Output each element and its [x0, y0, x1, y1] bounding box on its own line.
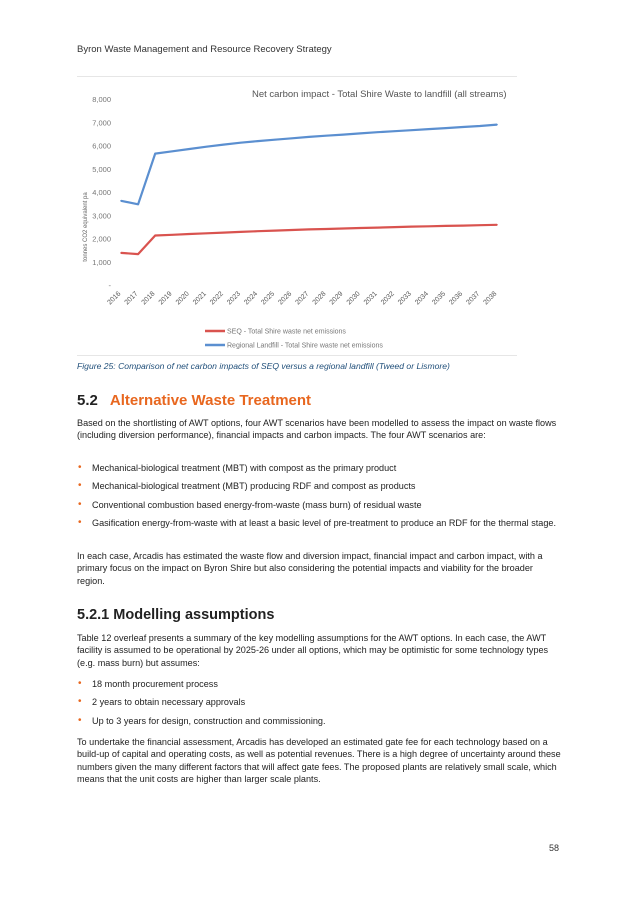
x-tick-label: 2023	[226, 290, 243, 307]
data-point	[223, 144, 225, 146]
data-point	[445, 127, 447, 129]
x-tick-label: 2037	[465, 290, 482, 307]
list-item: • Mechanical-biological treatment (MBT) producing RDF and compost as products	[78, 480, 416, 492]
x-tick-label: 2018	[140, 290, 157, 307]
data-point	[496, 224, 498, 226]
data-point	[172, 151, 174, 153]
section-5-2-1-intro: Table 12 overleaf presents a summary of the key modelling assumptions for the AWT options. In each case, the AWT facility is assumed to be operational by 2025-26 under all options, which may be optimistic for some technology types (e.g. mass burn) but assumes:	[77, 633, 549, 668]
data-point	[342, 134, 344, 136]
section-heading-5-2	[77, 392, 311, 409]
data-point	[360, 133, 362, 135]
section-heading-5-2-1: 5.2.1 Modelling assumptions	[77, 607, 275, 623]
data-point	[189, 148, 191, 150]
figure-caption: Figure 25: Comparison of net carbon impacts of SEQ versus a regional landfill (Tweed or Lismore)	[77, 361, 450, 371]
y-tick-label: 7,000	[92, 118, 111, 128]
list-item: • Conventional combustion based energy-from-waste (mass burn) of residual waste	[78, 498, 422, 510]
x-tick-label: 2021	[191, 290, 208, 307]
x-tick-label: 2019	[157, 290, 174, 307]
list-item: • Up to 3 years for design, construction and commissioning.	[78, 714, 326, 726]
data-point	[206, 146, 208, 148]
data-point	[172, 234, 174, 236]
data-point	[308, 229, 310, 231]
y-tick-label: 2,000	[92, 234, 111, 244]
x-tick-label: 2035	[431, 290, 448, 307]
x-tick-label: 2031	[362, 290, 379, 307]
section-number: 5.2	[77, 392, 98, 409]
x-tick-label: 2038	[482, 290, 499, 307]
carbon-impact-chart	[77, 76, 517, 356]
data-point	[257, 140, 259, 142]
data-point	[223, 232, 225, 234]
data-point	[240, 231, 242, 233]
data-point	[462, 225, 464, 227]
data-point	[257, 230, 259, 232]
y-tick-label: 4,000	[92, 188, 111, 197]
x-tick-label: 2020	[174, 290, 191, 307]
bullet-icon: •	[78, 498, 82, 510]
x-tick-label: 2028	[311, 290, 328, 307]
data-point	[274, 230, 276, 232]
data-point	[360, 227, 362, 229]
data-point	[120, 200, 122, 202]
data-point	[377, 227, 379, 229]
y-tick-label: 6,000	[92, 141, 111, 151]
x-tick-label: 2033	[396, 290, 413, 307]
awt-scenarios-list	[77, 462, 562, 536]
data-point	[137, 204, 139, 206]
x-tick-label: 2016	[106, 290, 123, 307]
x-tick-label: 2029	[328, 290, 345, 307]
assumptions-list	[77, 678, 562, 733]
x-tick-label: 2025	[260, 290, 277, 307]
data-point	[308, 136, 310, 138]
data-point	[137, 253, 139, 255]
list-item: • 2 years to obtain necessary approvals	[78, 696, 246, 708]
bullet-icon: •	[78, 517, 82, 529]
data-point	[291, 229, 293, 231]
data-point	[240, 142, 242, 144]
section-5-2-intro: Based on the shortlisting of AWT options, four AWT scenarios have been modelled to assess the impact on waste flows (including diversion performance), financial impacts and carbon impacts. The four AWT scenarios are:	[77, 418, 557, 441]
bullet-icon: •	[78, 696, 82, 708]
bullet-icon: •	[78, 480, 82, 492]
data-point	[428, 128, 430, 130]
document-header: Byron Waste Management and Resource Recovery Strategy	[77, 44, 332, 55]
chart-svg	[77, 77, 517, 355]
x-tick-label: 2026	[277, 290, 294, 307]
y-tick-label: 1,000	[92, 257, 111, 267]
data-point	[394, 130, 396, 132]
data-point	[411, 226, 413, 228]
x-tick-label: 2017	[123, 290, 140, 307]
section-5-2-closing: In each case, Arcadis has estimated the waste flow and diversion impact, financial impact and carbon impact, with a primary focus on the impact on Byron Shire but also considering the potential impacts and viability for the broader region.	[77, 551, 543, 586]
x-tick-label: 2034	[414, 290, 431, 307]
bullet-icon: •	[78, 462, 82, 473]
data-point	[411, 129, 413, 131]
page-number: 58	[549, 843, 560, 853]
section-title: Alternative Waste Treatment	[109, 392, 312, 409]
data-point	[479, 224, 481, 226]
x-tick-label: 2024	[243, 290, 260, 307]
data-point	[394, 226, 396, 228]
x-tick-label: 2036	[448, 290, 465, 307]
data-point	[154, 153, 156, 155]
data-point	[342, 228, 344, 230]
x-tick-label: 2027	[294, 290, 311, 307]
data-point	[274, 139, 276, 141]
x-tick-label: 2022	[208, 290, 225, 307]
bullet-icon: •	[78, 714, 82, 726]
y-tick-label: 5,000	[92, 164, 111, 174]
data-point	[154, 235, 156, 237]
list-item: • Gasification energy-from-waste with at least a basic level of pre-treatment to produce an RDF for the thermal stage.	[78, 517, 556, 529]
data-point	[462, 126, 464, 128]
data-point	[428, 226, 430, 228]
y-tick-label: 8,000	[92, 95, 111, 104]
data-point	[189, 233, 191, 235]
data-point	[120, 252, 122, 254]
list-item: • 18 month procurement process	[78, 678, 218, 689]
x-tick-label: 2032	[379, 290, 396, 307]
data-point	[325, 228, 327, 230]
x-tick-label: 2030	[345, 290, 362, 307]
data-point	[479, 125, 481, 127]
data-point	[496, 124, 498, 126]
section-5-2-1-closing: To undertake the financial assessment, Arcadis has developed an estimated gate fee for each technology based on a build-up of capital and operating costs, as well as potential revenues. There is a high degree of uncertainty around these numbers given the many different factors that will affect gate fees. The proposed plants are relatively small scale, which means that the unit costs are higher than larger scale plants.	[77, 737, 561, 785]
data-point	[445, 225, 447, 227]
legend-label: Regional Landfill - Total Shire waste net emissions	[227, 342, 383, 350]
data-point	[291, 138, 293, 140]
y-tick-label: -	[108, 281, 111, 290]
chart-title: Net carbon impact - Total Shire Waste to landfill (all streams)	[252, 89, 507, 100]
data-point	[325, 135, 327, 137]
y-tick-label: 3,000	[92, 211, 111, 221]
legend-label: SEQ - Total Shire waste net emissions	[227, 328, 346, 336]
y-axis-label: tonnes CO2 equivalent pa	[83, 192, 89, 262]
data-point	[377, 131, 379, 133]
bullet-icon: •	[78, 678, 82, 689]
data-point	[206, 233, 208, 235]
list-item: • Mechanical-biological treatment (MBT) with compost as the primary product	[78, 462, 397, 473]
